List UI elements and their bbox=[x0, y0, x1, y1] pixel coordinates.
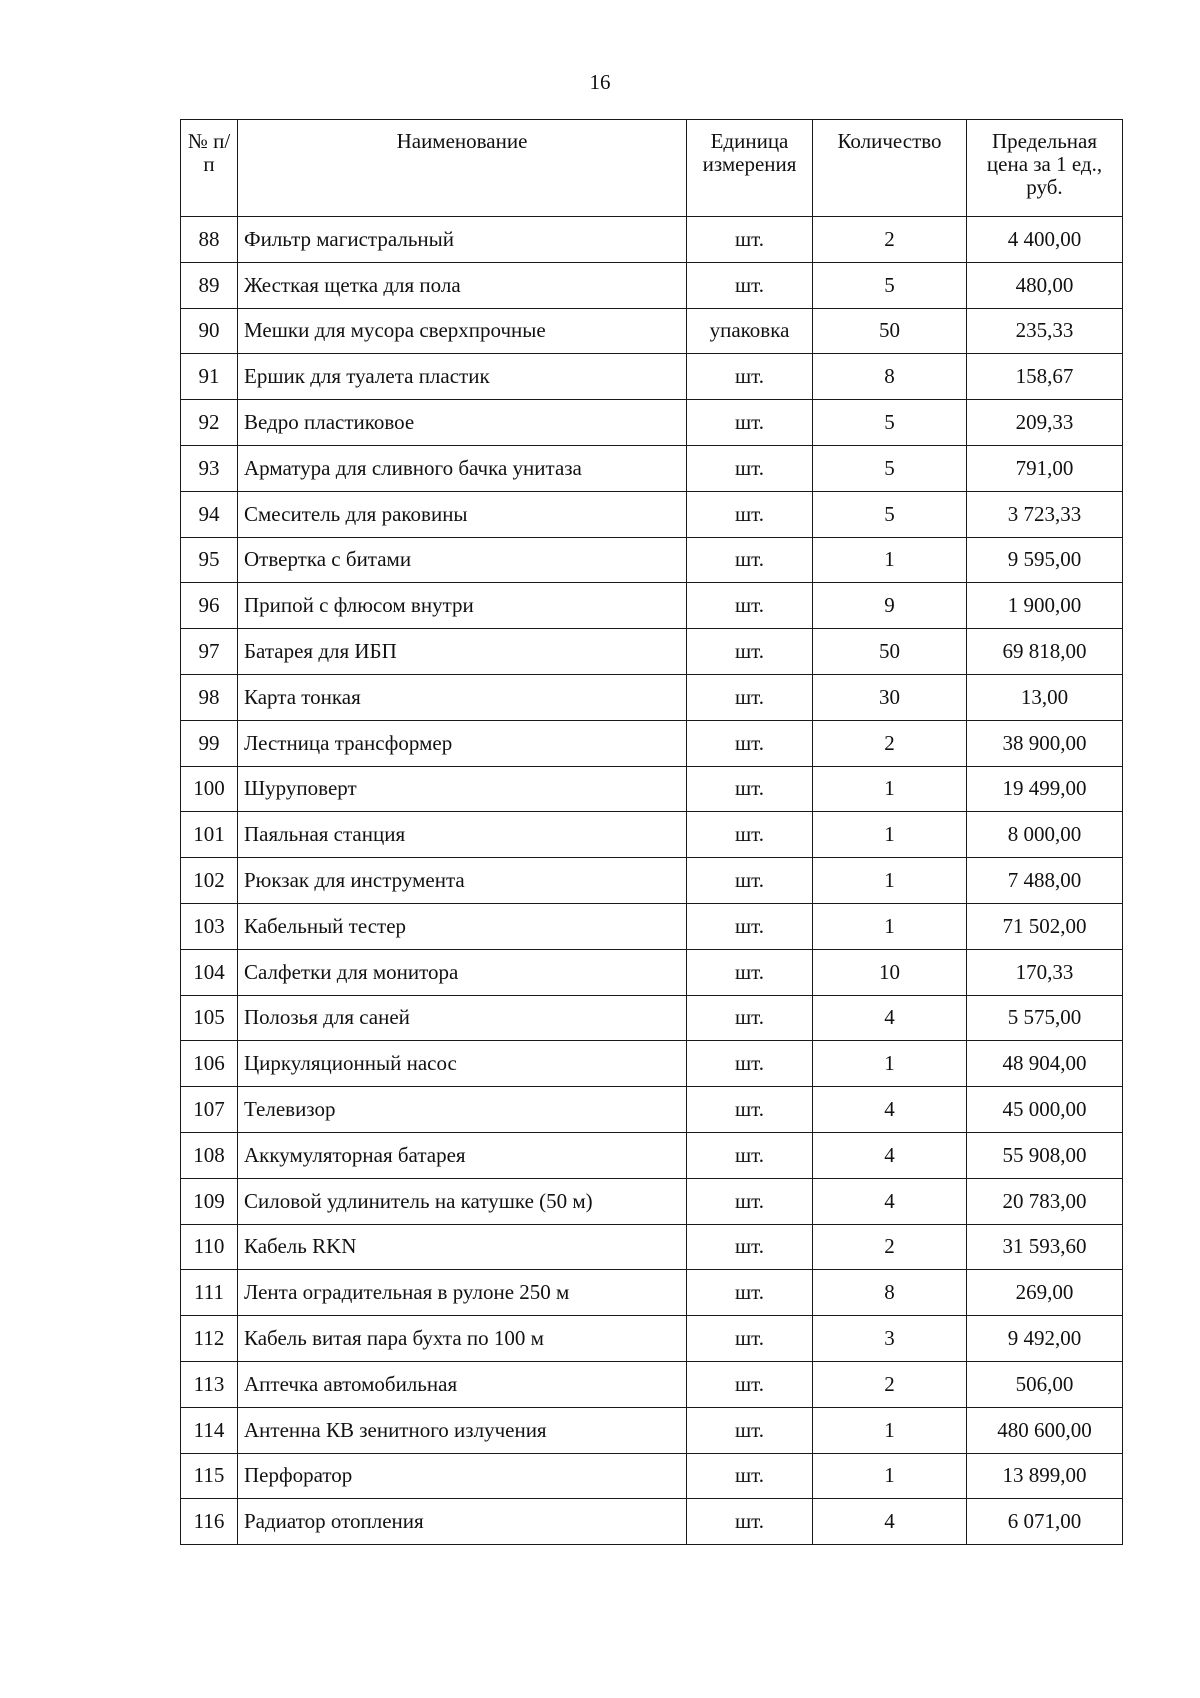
cell-unit: шт. bbox=[687, 537, 813, 583]
cell-num: 88 bbox=[181, 217, 238, 263]
table-row bbox=[181, 1087, 1123, 1133]
table-row bbox=[181, 949, 1123, 995]
price-table bbox=[180, 119, 1123, 1545]
cell-num: 100 bbox=[181, 766, 238, 812]
cell-num: 107 bbox=[181, 1087, 238, 1133]
cell-unit: шт. bbox=[687, 766, 813, 812]
cell-name: Смеситель для раковины bbox=[238, 491, 687, 537]
cell-name: Паяльная станция bbox=[238, 812, 687, 858]
cell-num: 116 bbox=[181, 1499, 238, 1545]
cell-unit: шт. bbox=[687, 1224, 813, 1270]
cell-unit: шт. bbox=[687, 1407, 813, 1453]
cell-name: Карта тонкая bbox=[238, 674, 687, 720]
cell-num: 112 bbox=[181, 1316, 238, 1362]
cell-unit: шт. bbox=[687, 1316, 813, 1362]
cell-num: 98 bbox=[181, 674, 238, 720]
cell-unit: шт. bbox=[687, 1041, 813, 1087]
table-row bbox=[181, 995, 1123, 1041]
cell-name: Лента оградительная в рулоне 250 м bbox=[238, 1270, 687, 1316]
cell-name: Припой с флюсом внутри bbox=[238, 583, 687, 629]
cell-price: 1 900,00 bbox=[967, 583, 1123, 629]
cell-price: 19 499,00 bbox=[967, 766, 1123, 812]
cell-name: Салфетки для монитора bbox=[238, 949, 687, 995]
cell-name: Батарея для ИБП bbox=[238, 629, 687, 675]
cell-qty: 4 bbox=[813, 1132, 967, 1178]
cell-qty: 4 bbox=[813, 1178, 967, 1224]
cell-num: 101 bbox=[181, 812, 238, 858]
table-body bbox=[181, 217, 1123, 1545]
cell-qty: 1 bbox=[813, 537, 967, 583]
table-row bbox=[181, 1178, 1123, 1224]
cell-qty: 1 bbox=[813, 1407, 967, 1453]
cell-num: 109 bbox=[181, 1178, 238, 1224]
cell-unit: шт. bbox=[687, 720, 813, 766]
cell-qty: 3 bbox=[813, 1316, 967, 1362]
cell-unit: шт. bbox=[687, 903, 813, 949]
cell-name: Радиатор отопления bbox=[238, 1499, 687, 1545]
cell-name: Шуруповерт bbox=[238, 766, 687, 812]
header-unit: Единица измерения bbox=[687, 120, 813, 217]
cell-name: Лестница трансформер bbox=[238, 720, 687, 766]
cell-unit: шт. bbox=[687, 1270, 813, 1316]
cell-num: 113 bbox=[181, 1361, 238, 1407]
cell-price: 5 575,00 bbox=[967, 995, 1123, 1041]
cell-unit: шт. bbox=[687, 262, 813, 308]
cell-qty: 2 bbox=[813, 217, 967, 263]
cell-unit: шт. bbox=[687, 995, 813, 1041]
cell-price: 48 904,00 bbox=[967, 1041, 1123, 1087]
table-row bbox=[181, 491, 1123, 537]
table-row bbox=[181, 629, 1123, 675]
cell-unit: шт. bbox=[687, 1361, 813, 1407]
table-row bbox=[181, 583, 1123, 629]
cell-name: Ведро пластиковое bbox=[238, 400, 687, 446]
cell-name: Силовой удлинитель на катушке (50 м) bbox=[238, 1178, 687, 1224]
cell-num: 110 bbox=[181, 1224, 238, 1270]
table-row bbox=[181, 720, 1123, 766]
cell-qty: 2 bbox=[813, 1224, 967, 1270]
header-row bbox=[181, 120, 1123, 217]
table-row bbox=[181, 1224, 1123, 1270]
cell-qty: 4 bbox=[813, 1499, 967, 1545]
cell-num: 96 bbox=[181, 583, 238, 629]
cell-qty: 30 bbox=[813, 674, 967, 720]
header-name: Наименование bbox=[238, 120, 687, 217]
cell-name: Кабель RKN bbox=[238, 1224, 687, 1270]
cell-name: Арматура для сливного бачка унитаза bbox=[238, 445, 687, 491]
cell-qty: 50 bbox=[813, 308, 967, 354]
table-row bbox=[181, 1041, 1123, 1087]
cell-name: Аккумуляторная батарея bbox=[238, 1132, 687, 1178]
table-row bbox=[181, 354, 1123, 400]
cell-price: 4 400,00 bbox=[967, 217, 1123, 263]
cell-num: 115 bbox=[181, 1453, 238, 1499]
cell-name: Ершик для туалета пластик bbox=[238, 354, 687, 400]
table-row bbox=[181, 858, 1123, 904]
cell-price: 269,00 bbox=[967, 1270, 1123, 1316]
cell-price: 480,00 bbox=[967, 262, 1123, 308]
cell-name: Кабельный тестер bbox=[238, 903, 687, 949]
cell-price: 55 908,00 bbox=[967, 1132, 1123, 1178]
cell-unit: упаковка bbox=[687, 308, 813, 354]
cell-num: 90 bbox=[181, 308, 238, 354]
table-row bbox=[181, 1499, 1123, 1545]
cell-name: Полозья для саней bbox=[238, 995, 687, 1041]
cell-qty: 5 bbox=[813, 262, 967, 308]
cell-qty: 8 bbox=[813, 1270, 967, 1316]
cell-price: 7 488,00 bbox=[967, 858, 1123, 904]
header-qty: Количество bbox=[813, 120, 967, 217]
cell-qty: 1 bbox=[813, 858, 967, 904]
cell-unit: шт. bbox=[687, 674, 813, 720]
cell-unit: шт. bbox=[687, 217, 813, 263]
cell-price: 13,00 bbox=[967, 674, 1123, 720]
cell-unit: шт. bbox=[687, 629, 813, 675]
cell-name: Аптечка автомобильная bbox=[238, 1361, 687, 1407]
cell-price: 9 595,00 bbox=[967, 537, 1123, 583]
cell-price: 209,33 bbox=[967, 400, 1123, 446]
cell-qty: 8 bbox=[813, 354, 967, 400]
cell-name: Кабель витая пара бухта по 100 м bbox=[238, 1316, 687, 1362]
cell-price: 3 723,33 bbox=[967, 491, 1123, 537]
cell-num: 106 bbox=[181, 1041, 238, 1087]
cell-name: Циркуляционный насос bbox=[238, 1041, 687, 1087]
cell-num: 93 bbox=[181, 445, 238, 491]
cell-qty: 4 bbox=[813, 995, 967, 1041]
cell-unit: шт. bbox=[687, 1087, 813, 1133]
cell-qty: 2 bbox=[813, 720, 967, 766]
cell-unit: шт. bbox=[687, 1132, 813, 1178]
cell-price: 170,33 bbox=[967, 949, 1123, 995]
cell-name: Рюкзак для инструмента bbox=[238, 858, 687, 904]
cell-price: 791,00 bbox=[967, 445, 1123, 491]
cell-unit: шт. bbox=[687, 1453, 813, 1499]
table-header bbox=[181, 120, 1123, 217]
cell-qty: 5 bbox=[813, 491, 967, 537]
table-row bbox=[181, 1132, 1123, 1178]
cell-name: Телевизор bbox=[238, 1087, 687, 1133]
cell-price: 31 593,60 bbox=[967, 1224, 1123, 1270]
cell-price: 69 818,00 bbox=[967, 629, 1123, 675]
cell-name: Мешки для мусора сверхпрочные bbox=[238, 308, 687, 354]
cell-qty: 1 bbox=[813, 1041, 967, 1087]
cell-num: 92 bbox=[181, 400, 238, 446]
cell-num: 97 bbox=[181, 629, 238, 675]
table-row bbox=[181, 903, 1123, 949]
table-row bbox=[181, 262, 1123, 308]
cell-name: Жесткая щетка для пола bbox=[238, 262, 687, 308]
cell-num: 105 bbox=[181, 995, 238, 1041]
cell-qty: 1 bbox=[813, 1453, 967, 1499]
cell-num: 91 bbox=[181, 354, 238, 400]
cell-name: Фильтр магистральный bbox=[238, 217, 687, 263]
table-row bbox=[181, 400, 1123, 446]
cell-price: 158,67 bbox=[967, 354, 1123, 400]
cell-qty: 5 bbox=[813, 400, 967, 446]
cell-price: 9 492,00 bbox=[967, 1316, 1123, 1362]
cell-num: 104 bbox=[181, 949, 238, 995]
cell-price: 38 900,00 bbox=[967, 720, 1123, 766]
cell-unit: шт. bbox=[687, 354, 813, 400]
cell-qty: 9 bbox=[813, 583, 967, 629]
cell-num: 94 bbox=[181, 491, 238, 537]
cell-price: 506,00 bbox=[967, 1361, 1123, 1407]
cell-qty: 50 bbox=[813, 629, 967, 675]
cell-num: 111 bbox=[181, 1270, 238, 1316]
table-row bbox=[181, 1270, 1123, 1316]
cell-num: 108 bbox=[181, 1132, 238, 1178]
cell-qty: 10 bbox=[813, 949, 967, 995]
cell-unit: шт. bbox=[687, 583, 813, 629]
table-row bbox=[181, 1407, 1123, 1453]
table-row bbox=[181, 445, 1123, 491]
cell-qty: 4 bbox=[813, 1087, 967, 1133]
table-row bbox=[181, 217, 1123, 263]
cell-qty: 2 bbox=[813, 1361, 967, 1407]
header-price: Предельная цена за 1 ед., руб. bbox=[967, 120, 1123, 217]
table-row bbox=[181, 766, 1123, 812]
cell-qty: 1 bbox=[813, 903, 967, 949]
cell-num: 103 bbox=[181, 903, 238, 949]
header-num: № п/п bbox=[181, 120, 238, 217]
cell-num: 89 bbox=[181, 262, 238, 308]
cell-unit: шт. bbox=[687, 949, 813, 995]
table-row bbox=[181, 674, 1123, 720]
table-row bbox=[181, 1316, 1123, 1362]
cell-price: 71 502,00 bbox=[967, 903, 1123, 949]
cell-name: Антенна КВ зенитного излучения bbox=[238, 1407, 687, 1453]
cell-unit: шт. bbox=[687, 812, 813, 858]
cell-num: 95 bbox=[181, 537, 238, 583]
cell-num: 99 bbox=[181, 720, 238, 766]
cell-price: 8 000,00 bbox=[967, 812, 1123, 858]
cell-price: 480 600,00 bbox=[967, 1407, 1123, 1453]
cell-unit: шт. bbox=[687, 858, 813, 904]
cell-unit: шт. bbox=[687, 400, 813, 446]
cell-qty: 5 bbox=[813, 445, 967, 491]
cell-name: Перфоратор bbox=[238, 1453, 687, 1499]
cell-name: Отвертка с битами bbox=[238, 537, 687, 583]
cell-unit: шт. bbox=[687, 491, 813, 537]
cell-price: 13 899,00 bbox=[967, 1453, 1123, 1499]
table-row bbox=[181, 537, 1123, 583]
cell-price: 45 000,00 bbox=[967, 1087, 1123, 1133]
cell-unit: шт. bbox=[687, 1178, 813, 1224]
page-number: 16 bbox=[589, 70, 611, 94]
cell-qty: 1 bbox=[813, 812, 967, 858]
table-row bbox=[181, 1453, 1123, 1499]
cell-num: 102 bbox=[181, 858, 238, 904]
cell-qty: 1 bbox=[813, 766, 967, 812]
cell-unit: шт. bbox=[687, 1499, 813, 1545]
cell-price: 6 071,00 bbox=[967, 1499, 1123, 1545]
cell-price: 20 783,00 bbox=[967, 1178, 1123, 1224]
cell-num: 114 bbox=[181, 1407, 238, 1453]
table-row bbox=[181, 308, 1123, 354]
cell-unit: шт. bbox=[687, 445, 813, 491]
table-row bbox=[181, 812, 1123, 858]
table-row bbox=[181, 1361, 1123, 1407]
cell-price: 235,33 bbox=[967, 308, 1123, 354]
